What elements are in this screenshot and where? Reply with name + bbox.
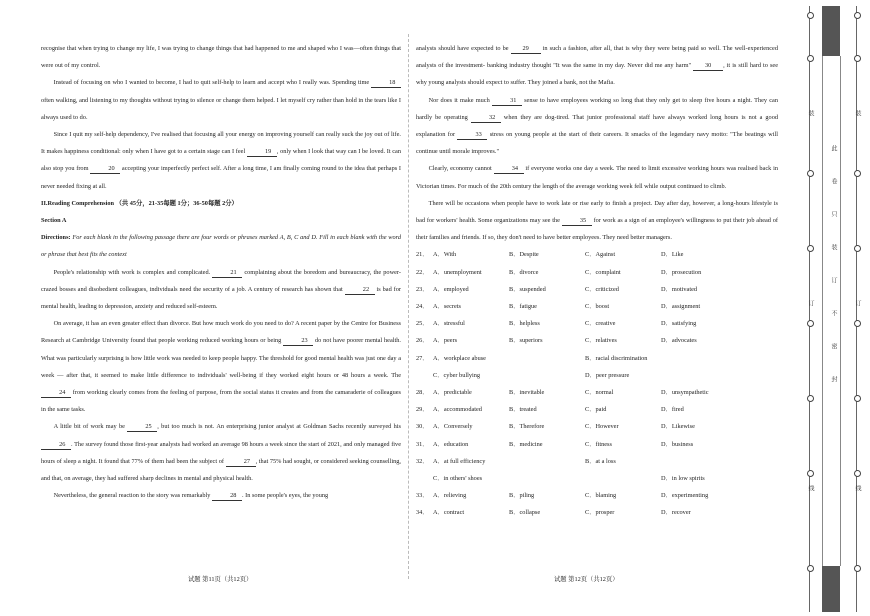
binding-hole — [854, 12, 861, 19]
binding-hole — [807, 245, 814, 252]
option-c[interactable]: C．boost — [585, 303, 610, 311]
question-number: 22． — [416, 268, 429, 276]
binding-hole — [854, 245, 861, 252]
blank-31: 31 — [492, 96, 522, 106]
option-a[interactable]: A．contract — [433, 509, 465, 517]
option-32d[interactable]: D．in low spirits — [661, 475, 705, 483]
option-row — [416, 281, 778, 298]
binding-strip — [793, 0, 870, 616]
binding-hole — [807, 565, 814, 572]
option-c[interactable]: C．However — [585, 423, 619, 431]
option-d[interactable]: D．assignment — [661, 303, 701, 311]
binding-instruction-char: 封 — [830, 376, 836, 382]
question-number: 30． — [416, 423, 429, 431]
option-32b[interactable]: B．at a loss — [585, 457, 616, 465]
blank-24: 24 — [41, 388, 71, 398]
question-number: 33． — [416, 492, 429, 500]
option-32a[interactable]: A．at full efficiency — [433, 457, 486, 465]
question-number: 23． — [416, 285, 429, 293]
option-a[interactable]: A．unemployment — [433, 268, 482, 276]
binding-hole — [854, 565, 861, 572]
option-27c[interactable]: C．cyber bullying — [433, 371, 481, 379]
option-row-32: 32． A．at full efficiency B．at a loss — [416, 453, 778, 470]
binding-hole — [807, 395, 814, 402]
column-divider — [408, 34, 409, 579]
binding-bar-top — [822, 6, 840, 56]
binding-instruction-char: 此 — [830, 145, 836, 151]
option-row — [416, 436, 778, 453]
binding-char: 线 — [807, 485, 813, 491]
binding-line-outer — [809, 6, 810, 612]
binding-hole — [807, 470, 814, 477]
blank-26: 26 — [41, 440, 71, 450]
option-b[interactable]: B．collapse — [509, 509, 541, 517]
option-27b[interactable]: B．racial discrimination — [585, 354, 648, 362]
binding-line-mid2 — [840, 56, 841, 566]
paragraph-35: There will be occasions when people have to work late or rise early to finish a project. Day after day, however, a long-hours lifestyle is bad for workers' health. Some organizations may see the 35 for work as a sign of an employee's willingness to put their job ahead of their families and friends. If so, they don't need to have better employees. They need better managers. — [416, 199, 779, 242]
paragraph-29-30: analysts should have expected to be 29 in such a fashion, after all, that is why they were being paid so well. The well-experienced analysts of the investment- banking industry thought "It was the same in my day. Never did me any harm" 30 , it is still hard to see why young analysts should expect to suffer. They joined a bank, not the Mafia. — [416, 45, 779, 87]
paragraph-23-24: On average, it has an even greater effect than divorce. But how much work do you need to do? A recent paper by the Centre for Business Research at Cambridge University found that people working reduced working hours or being 23 do not have poorer mental health. What was particularly surprising is how little work was needed to keep people happy. The threshold for good mental health was just one day a week — after that, it seemed to make little difference to individuals' well-being if they worked eight hours or 48 hours a week. The 24 from working clearly comes from the feeling of purpose, from the social status it creates and from the camaraderie of colleagues in the same tasks. — [41, 320, 401, 414]
option-b[interactable]: B．piling — [509, 492, 535, 500]
option-row-27: 27． A．workplace abuse B．racial discrimination — [416, 350, 778, 367]
option-row — [416, 487, 778, 504]
option-row — [416, 246, 778, 263]
binding-char: 装 — [854, 110, 860, 116]
intro-paragraph: recognise that when trying to change my life, I was trying to change things that had happened to me and shaped who I was—often things that were out of my control. — [41, 45, 401, 70]
paragraph-21-22: People's relationship with work is complex and complicated. 21 complaining about the boredom and bureaucracy, the power-crazed bosses and disobedient colleagues, individuals need the security of a job. A century of research has shown that 22 is bad for mental health, leading to depression, anxiety and reduced self-esteem. — [41, 268, 401, 311]
option-27d[interactable]: D．peer pressure — [585, 371, 630, 379]
option-d[interactable]: D．recover — [661, 509, 691, 517]
blank-23: 23 — [283, 336, 313, 346]
option-a[interactable]: A．With — [433, 251, 457, 259]
binding-instruction-char: 不 — [830, 310, 836, 316]
binding-hole — [807, 55, 814, 62]
right-column — [416, 40, 778, 522]
binding-hole — [854, 55, 861, 62]
option-row — [416, 384, 778, 401]
paragraph-34: Clearly, economy cannot 34 if everyone works one day a week. The need to limit excessive working hours was realised back in Victorian times. For much of the 20th century the length of the average working week fell while output continued to climb. — [416, 165, 779, 190]
option-d[interactable]: D．unsympathetic — [661, 389, 709, 397]
option-row — [416, 401, 778, 418]
binding-bar-bottom — [822, 566, 840, 612]
option-a[interactable]: A．predictable — [433, 389, 472, 397]
option-d[interactable]: D．motivated — [661, 285, 698, 293]
question-number: 26． — [416, 337, 429, 345]
question-number: 25． — [416, 320, 429, 328]
binding-hole — [807, 170, 814, 177]
blank-25: 25 — [127, 422, 157, 432]
option-c[interactable]: C．criticized — [585, 285, 619, 293]
blank-32: 32 — [471, 113, 501, 123]
option-27a[interactable]: A．workplace abuse — [433, 354, 486, 362]
directions: Directions: For each blank in the following passage there are four words or phrases marked A, B, C and D. Fill in each blank with the word or phrase that best fits the context — [41, 234, 401, 259]
options-28-31 — [416, 384, 778, 453]
blank-28: 28 — [212, 491, 242, 501]
option-32c[interactable]: C．in others' shoes — [433, 475, 483, 483]
question-number: 31． — [416, 440, 429, 448]
option-b[interactable]: B．inevitable — [509, 389, 545, 397]
binding-instruction-char: 卷 — [830, 178, 836, 184]
option-d[interactable]: D．Likewise — [661, 423, 695, 431]
paragraph-28: Nevertheless, the general reaction to the story was remarkably 28 . In some people's eyes, the young — [53, 492, 329, 500]
binding-char: 订 — [854, 300, 860, 306]
option-c[interactable]: C．prosper — [585, 509, 615, 517]
option-b[interactable]: B．medicine — [509, 440, 543, 448]
binding-instruction-char: 订 — [830, 277, 836, 283]
blank-35: 35 — [562, 216, 592, 226]
paragraph-19-20: Since I quit my self-help dependency, I've realised that focusing all your energy on improving yourself can really suck the joy out of life. It makes happiness conditional: only when I have got to a certain stage can I feel 19 , only when I look that way can I be loved. It can also stop you from 20 accepting your imperfectly perfect self. After a long time, I am finally coming round to the idea that perhaps I never needed fixing at all. — [41, 131, 401, 190]
option-b[interactable]: B．Despite — [509, 251, 539, 259]
binding-char: 线 — [854, 485, 860, 491]
binding-hole — [807, 320, 814, 327]
options-21-26 — [416, 246, 778, 349]
option-b[interactable]: B．helpless — [509, 320, 540, 328]
option-row — [416, 418, 778, 435]
blank-33: 33 — [457, 130, 487, 140]
blank-18: 18 — [371, 78, 401, 88]
binding-instruction-char: 只 — [830, 211, 836, 217]
binding-hole — [854, 395, 861, 402]
option-d[interactable]: D．prosecution — [661, 268, 702, 276]
option-c[interactable]: C．creative — [585, 320, 616, 328]
blank-19: 19 — [247, 147, 277, 157]
option-c[interactable]: C．complaint — [585, 268, 621, 276]
option-c[interactable]: C．blaming — [585, 492, 617, 500]
option-a[interactable]: A．education — [433, 440, 469, 448]
option-d[interactable]: D．fired — [661, 406, 684, 414]
option-b[interactable]: B．divorce — [509, 268, 539, 276]
blank-34: 34 — [494, 164, 524, 174]
blank-30: 30 — [693, 61, 723, 71]
option-b[interactable]: B．fatigue — [509, 303, 537, 311]
binding-hole — [854, 470, 861, 477]
blank-21: 21 — [212, 268, 242, 278]
question-number: 24． — [416, 303, 429, 311]
option-d[interactable]: D．satisfying — [661, 320, 697, 328]
binding-char: 装 — [807, 110, 813, 116]
binding-instruction-char: 装 — [830, 244, 836, 250]
options-33-34 — [416, 487, 778, 521]
option-c[interactable]: C．paid — [585, 406, 607, 414]
blank-20: 20 — [90, 164, 120, 174]
option-b[interactable]: B．suspended — [509, 285, 546, 293]
blank-22: 22 — [345, 285, 375, 295]
page-footer-left: 试题 第11页（共12页） — [188, 576, 253, 583]
option-d[interactable]: D．advocates — [661, 337, 697, 345]
option-a[interactable]: A．stressful — [433, 320, 465, 328]
question-number: 29． — [416, 406, 429, 414]
question-number: 28． — [416, 389, 429, 397]
section-a-label: Section A — [41, 217, 67, 225]
blank-27: 27 — [226, 457, 256, 467]
page-footer-right: 试题 第12页（共12页） — [554, 576, 619, 583]
option-a[interactable]: A．relieving — [433, 492, 467, 500]
option-d[interactable]: D．Like — [661, 251, 684, 259]
option-d[interactable]: D．experimenting — [661, 492, 709, 500]
option-c[interactable]: C．Against — [585, 251, 616, 259]
option-row — [416, 298, 778, 315]
section-heading: II.Reading Comprehension （共 45分，21-35每题 1分；36-50每题 2分） — [41, 199, 238, 207]
blank-29: 29 — [511, 44, 541, 54]
option-a[interactable]: A．Conversely — [433, 423, 473, 431]
question-number: 21． — [416, 251, 429, 259]
paragraph-31-33: Nor does it make much 31 sense to have employees working so long that they only get to sleep five hours a night. They can hardly be operating 32 when they are dog-tired. That junior professional staff have always worked long hours is not a good explanation for 33 stress on young people at the start of their careers. It smacks of the legendary navy motto: "The beatings will continue until morale improves." — [416, 96, 778, 156]
option-row — [416, 315, 778, 332]
option-d[interactable]: D．business — [661, 440, 694, 448]
option-b[interactable]: B．superiors — [509, 337, 543, 345]
option-row-32b — [416, 470, 778, 487]
paragraph-18: Instead of focusing on who I wanted to become, I had to quit self-help to learn and accept who I really was. Spending time 18 often walking, and listening to my thoughts without trying to silence or change them helped. I let myself cry rather than hold in the tears like I always used to do. — [41, 79, 401, 121]
binding-hole — [807, 12, 814, 19]
binding-line-inner — [856, 6, 857, 612]
paragraph-25-27: A little bit of work may be 25 , but too much is not. An enterprising junior analyst at Goldman Sachs recently surveyed his 26 . The survey found those first-year analysts had worked an average 98 hours a week since the start of 2021, and only managed five hours of sleep a night. It found that 77% of them had been the subject of 27 , that 75% had sought, or considered seeking counselling, and that, on average, they had suffered sharp declines in mental and physical health. — [41, 423, 401, 483]
binding-instruction-char: 密 — [830, 343, 836, 349]
option-b[interactable]: B．Therefore — [509, 423, 545, 431]
option-c[interactable]: C．fitness — [585, 440, 612, 448]
binding-line-mid — [822, 56, 823, 566]
option-c[interactable]: C．normal — [585, 389, 614, 397]
option-b[interactable]: B．treated — [509, 406, 537, 414]
option-a[interactable]: A．employed — [433, 285, 469, 293]
question-number: 34． — [416, 509, 429, 517]
option-a[interactable]: A．peers — [433, 337, 458, 345]
option-c[interactable]: C．relatives — [585, 337, 617, 345]
option-row-27b — [416, 367, 778, 384]
binding-hole — [854, 170, 861, 177]
option-row — [416, 264, 778, 281]
option-row — [416, 504, 778, 521]
binding-hole — [854, 320, 861, 327]
option-a[interactable]: A．accommodated — [433, 406, 482, 414]
binding-char: 订 — [807, 300, 813, 306]
option-a[interactable]: A．secrets — [433, 303, 461, 311]
left-column — [41, 40, 401, 504]
option-row — [416, 332, 778, 349]
